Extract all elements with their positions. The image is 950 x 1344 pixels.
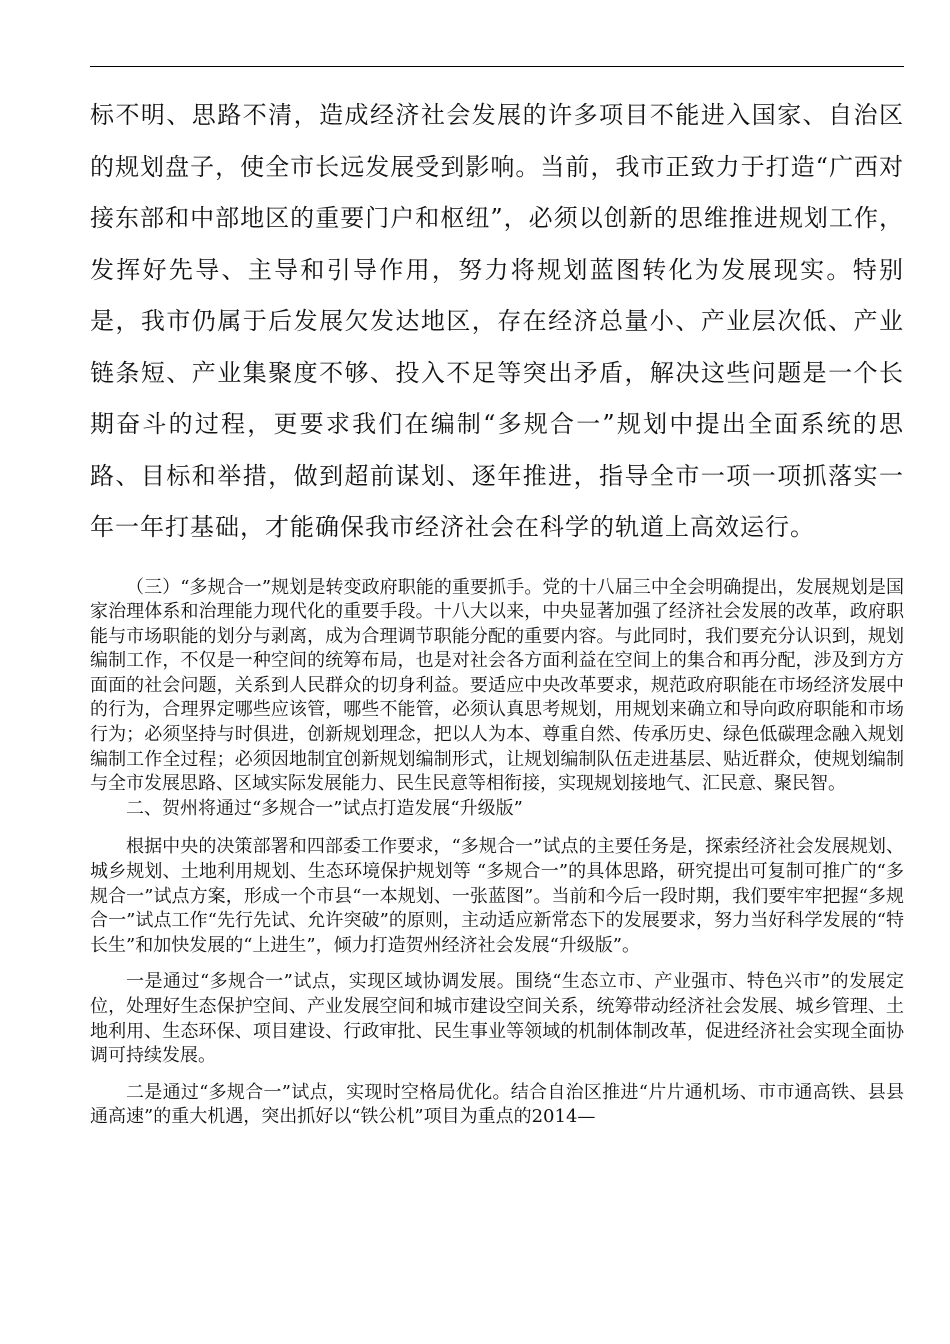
continuation-paragraph: 标不明、思路不清，造成经济社会发展的许多项目不能进入国家、自治区的规划盘子，使全市长远发展受到影响。当前，我市正致力于打造“广西对接东部和中部地区的重要门户和枢纽”，必须以创新的思维推进规划工作，发挥好先导、主导和引导作用，努力将规划蓝图转化为发展现实。特别是，我市仍属于后发展欠发达地区，存在经济总量小、产业层次低、产业链条短、产业集聚度不够、投入不足等突出矛盾，解决这些问题是一个长期奋斗的过程，更要求我们在编制“多规合一”规划中提出全面系统的思路、目标和举措，做到超前谋划、逐年推进，指导全市一项一项抓落实一年一年打基础，才能确保我市经济社会在科学的轨道上高效运行。 xyxy=(90,101,904,541)
point-two-paragraph: 二是通过“多规合一”试点，实现时空格局优化。结合自治区推进“片片通机场、市市通高铁、县县通高速”的重大机遇，突出抓好以“铁公机”项目为重点的2014— xyxy=(90,1081,904,1128)
section-two-heading: 二、贺州将通过“多规合一”试点打造发展“升级版” xyxy=(126,797,523,819)
section-three-paragraph: （三）“多规合一”规划是转变政府职能的重要抓手。党的十八届三中全会明确提出，发展规划是国家治理体系和治理能力现代化的重要手段。十八大以来，中央显著加强了经济社会发展的改革，政府职能与市场职能的划分与剥离，成为合理调节职能分配的重要内容。与此同时，我们要充分认识到，规划编制工作，不仅是一种空间的统筹布局，也是对社会各方面利益在空间上的集合和再分配，涉及到方方面面的社会问题，关系到人民群众的切身利益。要适应中央改革要求，规范政府职能在市场经济发展中的行为，合理界定哪些应该管，哪些不能管，必须认真思考规划，用规划来确立和导向政府职能和市场行为；必须坚持与时俱进，创新规划理念，把以人为本、尊重自然、传承历史、绿色低碳理念融入规划编制工作全过程；必须因地制宜创新规划编制形式，让规划编制队伍走进基层、贴近群众，使规划编制与全市发展思路、区域实际发展能力、民生民意等相衔接，实现规划接地气、汇民意、聚民智。 xyxy=(90,576,904,795)
point-one-paragraph: 一是通过“多规合一”试点，实现区域协调发展。围绕“生态立市、产业强市、特色兴市”的发展定位，处理好生态保护空间、产业发展空间和城市建设空间关系，统筹带动经济社会发展、城乡管理、土地利用、生态环保、项目建设、行政审批、民生事业等领域的机制体制改革，促进经济社会实现全面协调可持续发展。 xyxy=(90,971,904,1067)
header-rule xyxy=(90,66,904,67)
document-body xyxy=(90,90,904,1130)
section-two-intro-paragraph: 根据中央的决策部署和四部委工作要求，“多规合一”试点的主要任务是，探索经济社会发展规划、城乡规划、土地利用规划、生态环境保护规划等 “多规合一”的具体思路，研究提出可复制可推广的“多规合一”试点方案，形成一个市县“一本规划、一张蓝图”。当前和今后一段时期，我们要牢牢把握“多规合一”试点工作“先行先试、允许突破”的原则，主动适应新常态下的发展要求，努力当好科学发展的“特长生”和加快发展的“上进生”，倾力打造贺州经济社会发展“升级版”。 xyxy=(90,836,904,956)
